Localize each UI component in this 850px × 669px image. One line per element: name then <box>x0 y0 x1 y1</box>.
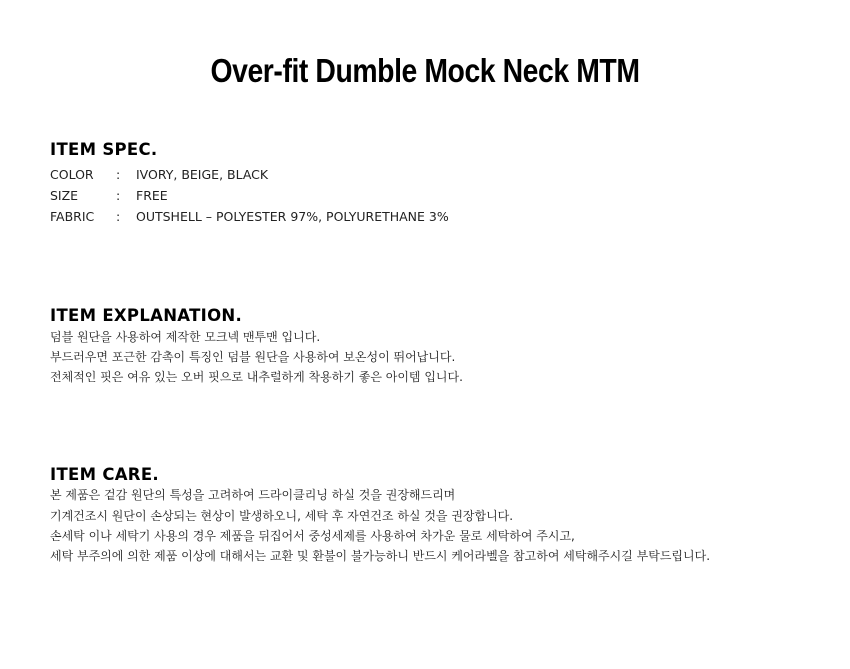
spec-value: OUTSHELL – POLYESTER 97%, POLYURETHANE 3% <box>136 209 449 224</box>
explanation-line: 덤블 원단을 사용하여 제작한 모크넥 맨투맨 입니다. <box>50 330 321 344</box>
product-title: Over-fit Dumble Mock Neck MTM <box>210 52 640 89</box>
item-spec-heading: ITEM SPEC. <box>50 140 158 159</box>
spec-label: SIZE <box>50 188 79 203</box>
care-line: 본 제품은 겉감 원단의 특성을 고려하여 드라이클리닝 하실 것을 권장해드리며 <box>50 488 456 502</box>
item-explanation-heading: ITEM EXPLANATION. <box>50 306 243 325</box>
spec-colon: : <box>116 188 121 203</box>
spec-value: FREE <box>136 188 168 203</box>
care-line: 세탁 부주의에 의한 제품 이상에 대해서는 교환 및 환불이 불가능하니 반드시 케어라벨을 참고하여 세탁해주시길 부탁드립니다. <box>50 549 711 563</box>
spec-label: COLOR <box>50 167 94 182</box>
explanation-line: 전체적인 핏은 여유 있는 오버 핏으로 내추럴하게 착용하기 좋은 아이템 입니다. <box>50 370 463 384</box>
spec-value: IVORY, BEIGE, BLACK <box>136 167 269 182</box>
spec-colon: : <box>116 209 121 224</box>
spec-colon: : <box>116 167 121 182</box>
item-care-heading: ITEM CARE. <box>50 465 159 484</box>
explanation-line: 부드러우면 포근한 감촉이 특징인 덤블 원단을 사용하여 보온성이 뛰어납니다. <box>50 350 456 364</box>
care-line: 손세탁 이나 세탁기 사용의 경우 제품을 뒤집어서 중성세제를 사용하여 차가운 물로 세탁하여 주시고, <box>50 529 575 543</box>
spec-label: FABRIC <box>50 209 95 224</box>
care-line: 기계건조시 원단이 손상되는 현상이 발생하오니, 세탁 후 자연건조 하실 것을 권장합니다. <box>50 509 514 523</box>
